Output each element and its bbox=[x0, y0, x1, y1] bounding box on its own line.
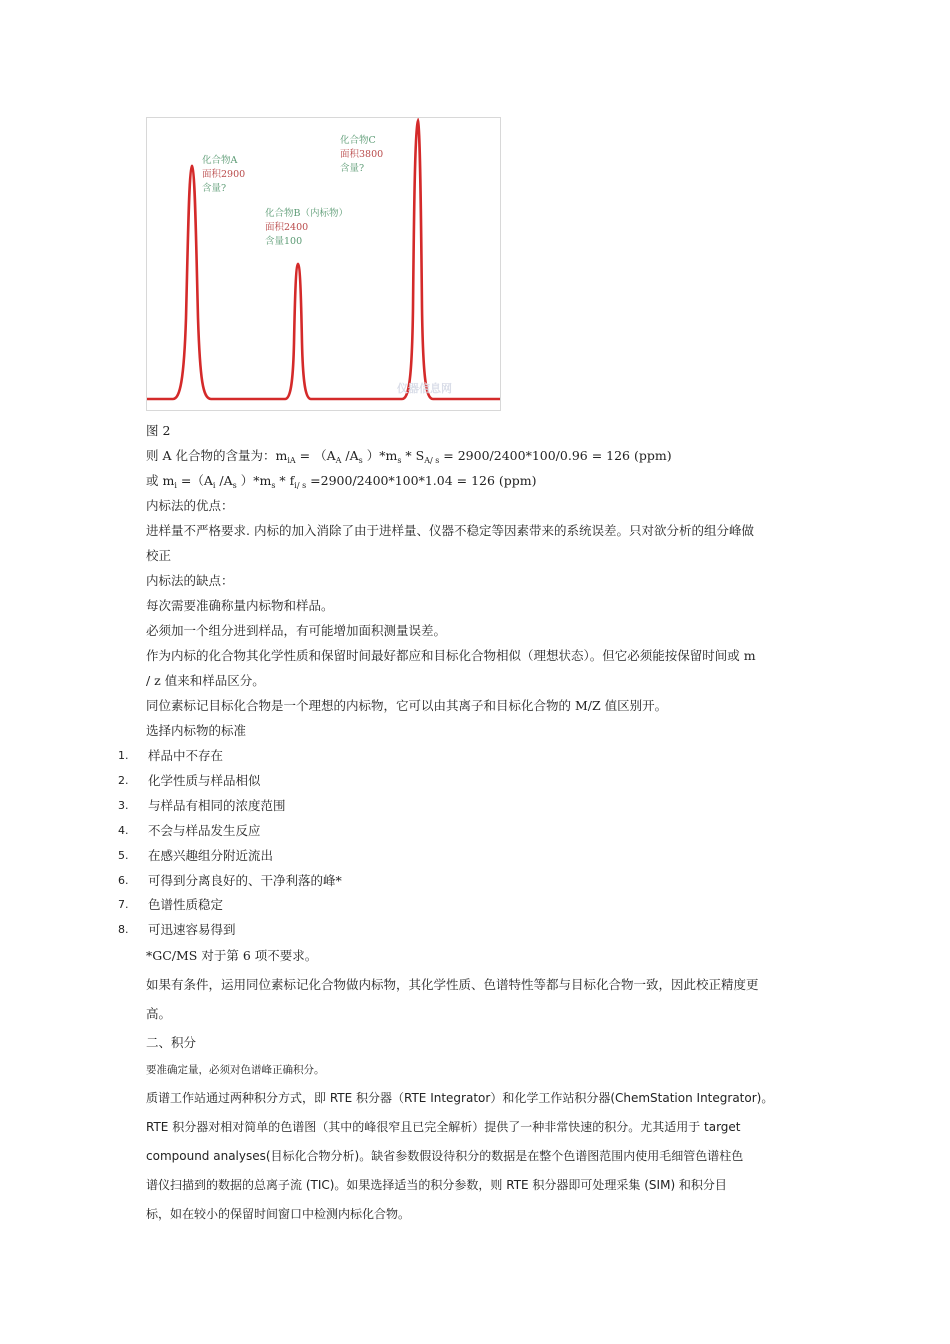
peak-c-name: 化合物C bbox=[340, 135, 376, 146]
peak-c-label bbox=[340, 134, 383, 176]
peak-b-area: 面积2400 bbox=[265, 222, 309, 233]
criteria-item: 可迅速容易得到 bbox=[148, 922, 236, 937]
peak-a-content: 含量? bbox=[202, 183, 227, 194]
disadvantage-2: 必须加一个组分进到样品，有可能增加面积测量误差。 bbox=[146, 623, 447, 638]
criteria-number: 3. bbox=[118, 799, 129, 812]
chromatogram-figure bbox=[146, 117, 501, 411]
disadvantage-4: 同位素标记目标化合物是一个理想的内标物，它可以由其离子和目标化合物的 M/Z 值区别开。 bbox=[146, 698, 668, 713]
criteria-number: 8. bbox=[118, 923, 129, 936]
chromatogram-plot bbox=[147, 118, 500, 410]
isotope-paragraph: 如果有条件，运用同位素标记化合物做内标物，其化学性质、色谱特性等都与目标化合物一致，因此校正精度更 bbox=[146, 977, 759, 992]
watermark-logo: 仪器信息网 bbox=[397, 382, 452, 395]
section-2-heading: 二、积分 bbox=[146, 1035, 197, 1050]
advantages-heading: 内标法的优点： bbox=[146, 498, 234, 513]
section-2-intro: 要准确定量，必须对色谱峰正确积分。 bbox=[146, 1064, 325, 1076]
integration-paragraph-line-5: 标，如在较小的保留时间窗口中检测内标化合物。 bbox=[146, 1207, 411, 1221]
advantages-text-cont: 校正 bbox=[146, 548, 172, 563]
criteria-number: 1. bbox=[118, 749, 129, 762]
disadvantage-3: 作为内标的化合物其化学性质和保留时间最好都应和目标化合物相似（理想状态）。但它必须能按保留时间或 m bbox=[146, 648, 756, 663]
advantages-text: 进样量不严格要求. 内标的加入消除了由于进样量、仪器不稳定等因素带来的系统误差。只对欲分析的组分峰做 bbox=[146, 523, 754, 538]
peak-b-label bbox=[265, 207, 348, 249]
formula-line-1: 则 A 化合物的含量为：$m_{iA} = (A_A$ $/A_s$ ）$*m_s * S_{A/ s} = 2900/2400*100/0.96 = 126$ (ppm) bbox=[146, 448, 672, 465]
criteria-number: 6. bbox=[118, 874, 129, 887]
peak-b-content: 含量100 bbox=[265, 236, 303, 247]
criteria-item: 不会与样品发生反应 bbox=[148, 823, 261, 838]
peak-a-area: 面积2900 bbox=[202, 169, 246, 180]
integration-paragraph-line-1: 质谱工作站通过两种积分方式，即 RTE 积分器（RTE Integrator）和化学工作站积分器(ChemStation Integrator)。 bbox=[146, 1091, 774, 1105]
integration-paragraph-line-3: compound analyses(目标化合物分析)。缺省参数假设待积分的数据是在整个色谱图范围内使用毛细管色谱柱色 bbox=[146, 1149, 744, 1163]
disadvantage-3-cont: / z 值来和样品区分。 bbox=[146, 673, 265, 688]
peak-c-content: 含量? bbox=[340, 163, 365, 174]
chromatogram-trace bbox=[147, 121, 500, 399]
criteria-item: 化学性质与样品相似 bbox=[148, 773, 261, 788]
criteria-number: 2. bbox=[118, 774, 129, 787]
peak-a-label bbox=[202, 154, 245, 196]
criteria-note: *GC/MS 对于第 6 项不要求。 bbox=[146, 948, 318, 963]
peak-b-name: 化合物B（内标物） bbox=[265, 208, 348, 219]
isotope-paragraph-cont: 高。 bbox=[146, 1006, 172, 1021]
figure-caption: 图 2 bbox=[146, 423, 171, 438]
peak-c-area: 面积3800 bbox=[340, 149, 384, 160]
criteria-number: 4. bbox=[118, 824, 129, 837]
disadvantages-heading: 内标法的缺点： bbox=[146, 573, 234, 588]
formula-line-2: 或 $m_i =(A_i$ $/A_s$ ）$*m_s * f_{i/ s} =2900/2400*100*1.04 = 126$ (ppm) bbox=[146, 473, 537, 490]
criteria-number: 5. bbox=[118, 849, 129, 862]
disadvantage-1: 每次需要准确称量内标物和样品。 bbox=[146, 598, 334, 613]
criteria-heading: 选择内标物的标准 bbox=[146, 723, 247, 738]
integration-paragraph-line-4: 谱仪扫描到的数据的总离子流 (TIC)。如果选择适当的积分参数，则 RTE 积分器即可处理采集 (SIM) 和积分目 bbox=[146, 1178, 727, 1192]
peak-a-name: 化合物A bbox=[202, 155, 238, 166]
criteria-item: 色谱性质稳定 bbox=[148, 897, 224, 912]
criteria-item: 样品中不存在 bbox=[148, 748, 224, 763]
criteria-item: 在感兴趣组分附近流出 bbox=[148, 848, 274, 863]
criteria-item: 与样品有相同的浓度范围 bbox=[148, 798, 286, 813]
criteria-number: 7. bbox=[118, 898, 129, 911]
criteria-item: 可得到分离良好的、干净利落的峰* bbox=[148, 873, 342, 888]
integration-paragraph-line-2: RTE 积分器对相对简单的色谱图（其中的峰很窄且已完全解析）提供了一种非常快速的积分。尤其适用于 target bbox=[146, 1120, 741, 1134]
